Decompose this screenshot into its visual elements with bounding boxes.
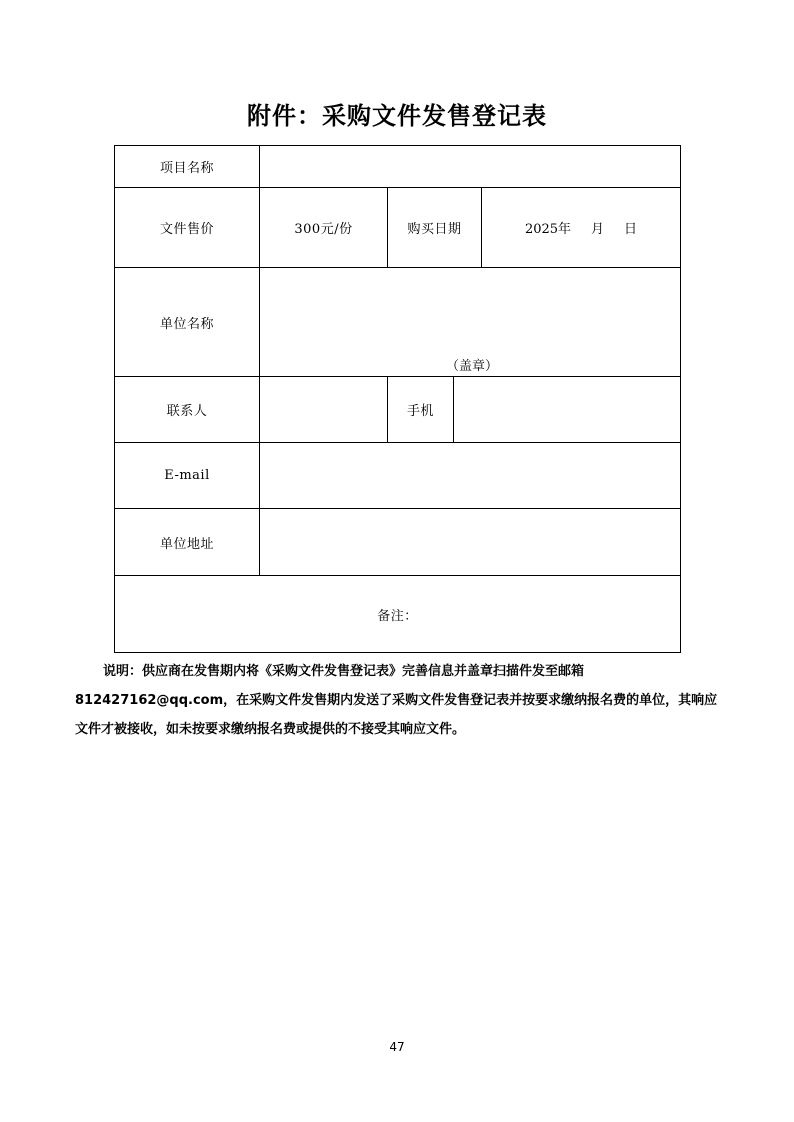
explanation-line-1: 说明：供应商在发售期内将《采购文件发售登记表》完善信息并盖章扫描件发至邮箱	[103, 664, 585, 679]
company-name-label: 单位名称	[115, 268, 260, 377]
row-contact	[115, 377, 681, 443]
purchase-date-field[interactable]	[482, 188, 681, 268]
company-name-field[interactable]	[260, 268, 681, 377]
row-company-name	[115, 268, 681, 377]
project-name-label: 项目名称	[115, 146, 260, 188]
contact-field[interactable]	[260, 377, 388, 443]
address-label: 单位地址	[115, 509, 260, 576]
doc-price-label: 文件售价	[115, 188, 260, 268]
row-price-date	[115, 188, 681, 268]
email-label: E-mail	[115, 443, 260, 509]
purchase-date-year: 2025年	[524, 222, 572, 237]
project-name-field[interactable]	[260, 146, 681, 188]
purchase-date-month: 月	[591, 222, 605, 237]
row-address	[115, 509, 681, 576]
contact-label: 联系人	[115, 377, 260, 443]
mobile-field[interactable]	[454, 377, 681, 443]
row-email	[115, 443, 681, 509]
explanation-line-2: 812427162@qq.com，在采购文件发售期内发送了采购文件发售登记表并按要求缴纳报名费的单位，其响应文件才被接收，如未按要求缴纳报名费或提供的不接受其响应文件。	[75, 693, 718, 737]
document-title: 附件：采购文件发售登记表	[247, 102, 547, 130]
purchase-date-label: 购买日期	[388, 188, 482, 268]
doc-price-value: 300元/份	[260, 188, 388, 268]
remark-label: 备注：	[377, 608, 418, 624]
stamp-note: （盖章）	[446, 359, 499, 374]
row-project-name	[115, 146, 681, 188]
page-number: 47	[389, 1040, 405, 1054]
email-field[interactable]	[260, 443, 681, 509]
registration-form-table	[114, 145, 681, 653]
mobile-label: 手机	[388, 377, 454, 443]
row-remark	[115, 576, 681, 653]
remark-field[interactable]	[115, 576, 681, 653]
explanation-note	[75, 657, 725, 744]
address-field[interactable]	[260, 509, 681, 576]
purchase-date-day: 日	[624, 222, 638, 237]
